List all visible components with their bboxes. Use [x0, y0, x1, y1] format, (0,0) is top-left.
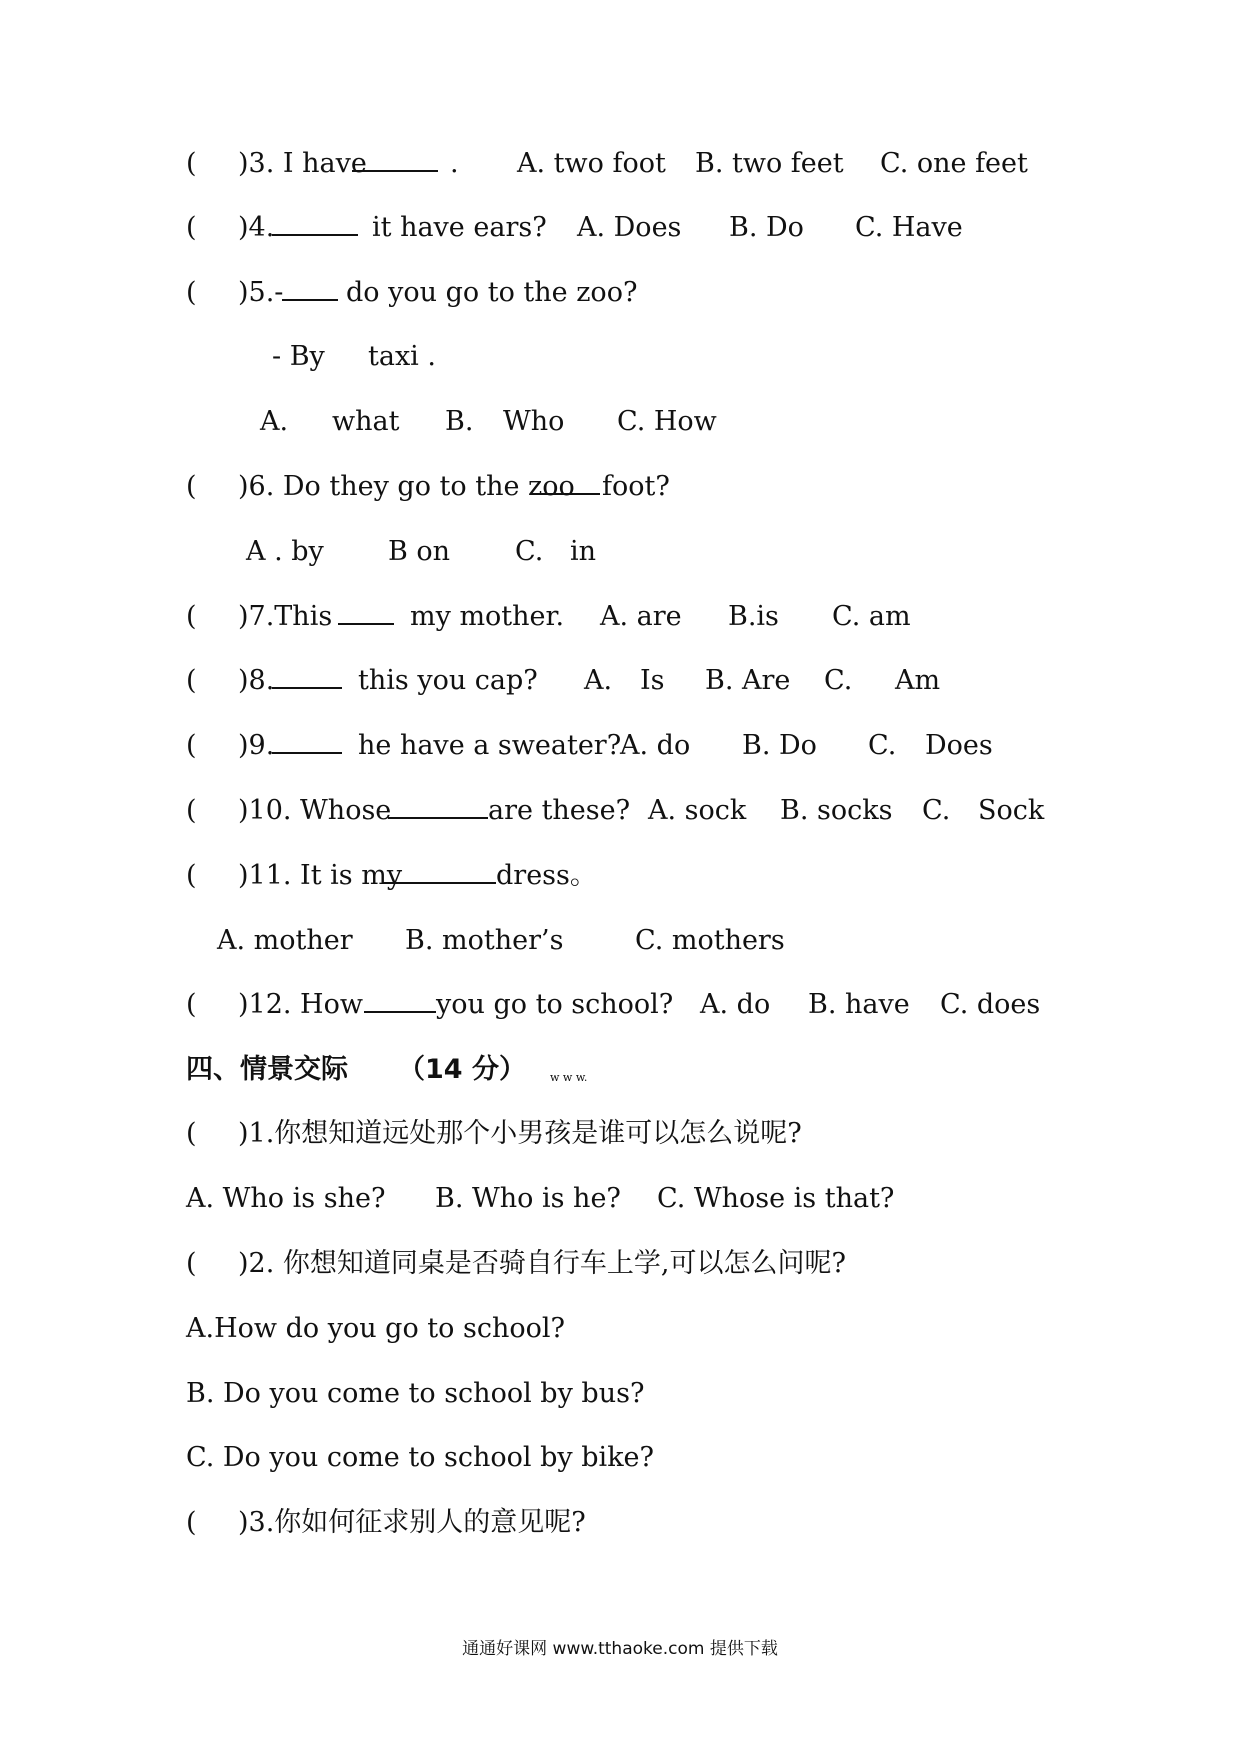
answer-blank — [382, 854, 496, 896]
option-b: B. socks — [780, 795, 893, 826]
answer-blank — [272, 724, 342, 766]
answer-paren: ( — [186, 730, 197, 761]
question-stem-end: are these? — [488, 795, 631, 826]
option-c-key: C. — [515, 536, 544, 567]
answer-paren: ( — [186, 1507, 197, 1538]
option-c: C. one feet — [880, 148, 1028, 179]
option-c: C. How — [617, 406, 717, 437]
option-b: B. two feet — [695, 148, 844, 179]
question-stem-end: you go to school? — [436, 989, 674, 1020]
option-a: A . by — [246, 536, 324, 567]
question-stem: )2. 你想知道同桌是否骑自行车上学,可以怎么问呢? — [238, 1248, 846, 1279]
section-score: （14 分） — [398, 1054, 526, 1085]
option-c: C. am — [832, 601, 911, 632]
question-stem: this you cap? — [358, 665, 538, 696]
option-c: C. Do you come to school by bike? — [186, 1442, 655, 1473]
option-c-value: Does — [925, 730, 993, 761]
answer-paren: ( — [186, 601, 197, 632]
answer-paren: ( — [186, 471, 197, 502]
answer-blank — [338, 595, 394, 637]
option-b: B. Are — [705, 665, 791, 696]
answer-paren: ( — [186, 277, 197, 308]
question-stem: he have a sweater? — [358, 730, 622, 761]
answer-paren: ( — [186, 665, 197, 696]
option-b: B. Do you come to school by bus? — [186, 1378, 645, 1409]
question-stem-end: . — [450, 148, 459, 179]
question-stem: )11. It is my — [238, 860, 403, 891]
option-b: B. Do — [742, 730, 817, 761]
answer-blank — [364, 983, 436, 1025]
option-c-value: in — [570, 536, 597, 567]
option-a-value: what — [332, 406, 400, 437]
option-c-key: C. — [922, 795, 951, 826]
question-stem: )12. How — [238, 989, 363, 1020]
answer-paren: ( — [186, 148, 197, 179]
option-b: B. have — [808, 989, 910, 1020]
option-a: A. Does — [577, 212, 682, 243]
answer-blank — [272, 206, 358, 248]
answer-paren: ( — [186, 795, 197, 826]
question-stem: )7.This — [238, 601, 333, 632]
question-stem: )1.你想知道远处那个小男孩是谁可以怎么说呢? — [238, 1118, 802, 1149]
question-stem-end: foot? — [602, 471, 670, 502]
question-stem: do you go to the zoo? — [346, 277, 638, 308]
option-a: A.How do you go to school? — [186, 1313, 565, 1344]
option-a-key: A. — [260, 406, 289, 437]
option-a: A. two foot — [517, 148, 666, 179]
reply-text: - By — [272, 341, 325, 372]
answer-paren: ( — [186, 860, 197, 891]
option-b: B.is — [728, 601, 779, 632]
question-stem: )3. I have — [238, 148, 367, 179]
option-b: B. Who is he? — [435, 1183, 621, 1214]
page-footer: 通通好课网 www.tthaoke.com 提供下载 — [462, 1639, 778, 1659]
question-stem-end: my mother. — [410, 601, 565, 632]
question-number: )8. — [238, 665, 275, 696]
option-b-value: Who — [503, 406, 565, 437]
reply-word: taxi . — [368, 341, 436, 372]
question-stem: it have ears? — [372, 212, 547, 243]
option-b: B. Do — [729, 212, 804, 243]
section-title: 四、情景交际 — [186, 1054, 348, 1085]
answer-paren: ( — [186, 1118, 197, 1149]
watermark-mark: w w w. — [550, 1071, 588, 1084]
option-c: C. Have — [855, 212, 963, 243]
question-number: )4. — [238, 212, 275, 243]
option-c: C. does — [940, 989, 1041, 1020]
option-b-key: B. — [445, 406, 474, 437]
answer-blank — [532, 465, 600, 507]
option-c-key: C. — [824, 665, 853, 696]
option-b: B on — [388, 536, 451, 567]
option-c: C. Whose is that? — [657, 1183, 895, 1214]
answer-blank — [272, 659, 342, 701]
option-c-value: Am — [895, 665, 941, 696]
question-stem-end: dress。 — [496, 860, 597, 891]
answer-paren: ( — [186, 212, 197, 243]
option-a: A. do — [700, 989, 771, 1020]
answer-blank — [388, 789, 488, 831]
option-a: A. Who is she? — [186, 1183, 386, 1214]
option-c: C. mothers — [635, 925, 785, 956]
option-a-key: A. — [584, 665, 613, 696]
option-a: A. are — [600, 601, 682, 632]
question-number: )5.- — [238, 277, 284, 308]
answer-blank — [352, 142, 438, 184]
option-a-value: Is — [640, 665, 665, 696]
option-a: A. do — [620, 730, 691, 761]
question-stem: )3.你如何征求别人的意见呢? — [238, 1507, 586, 1538]
question-stem: )6. Do they go to the zoo — [238, 471, 575, 502]
option-c-value: Sock — [978, 795, 1045, 826]
option-b: B. mother’s — [405, 925, 564, 956]
option-c-key: C. — [868, 730, 897, 761]
question-number: )9. — [238, 730, 275, 761]
question-stem: )10. Whose — [238, 795, 392, 826]
answer-paren: ( — [186, 1248, 197, 1279]
answer-blank — [282, 271, 338, 313]
option-a: A. sock — [648, 795, 747, 826]
option-a: A. mother — [217, 925, 353, 956]
answer-paren: ( — [186, 989, 197, 1020]
